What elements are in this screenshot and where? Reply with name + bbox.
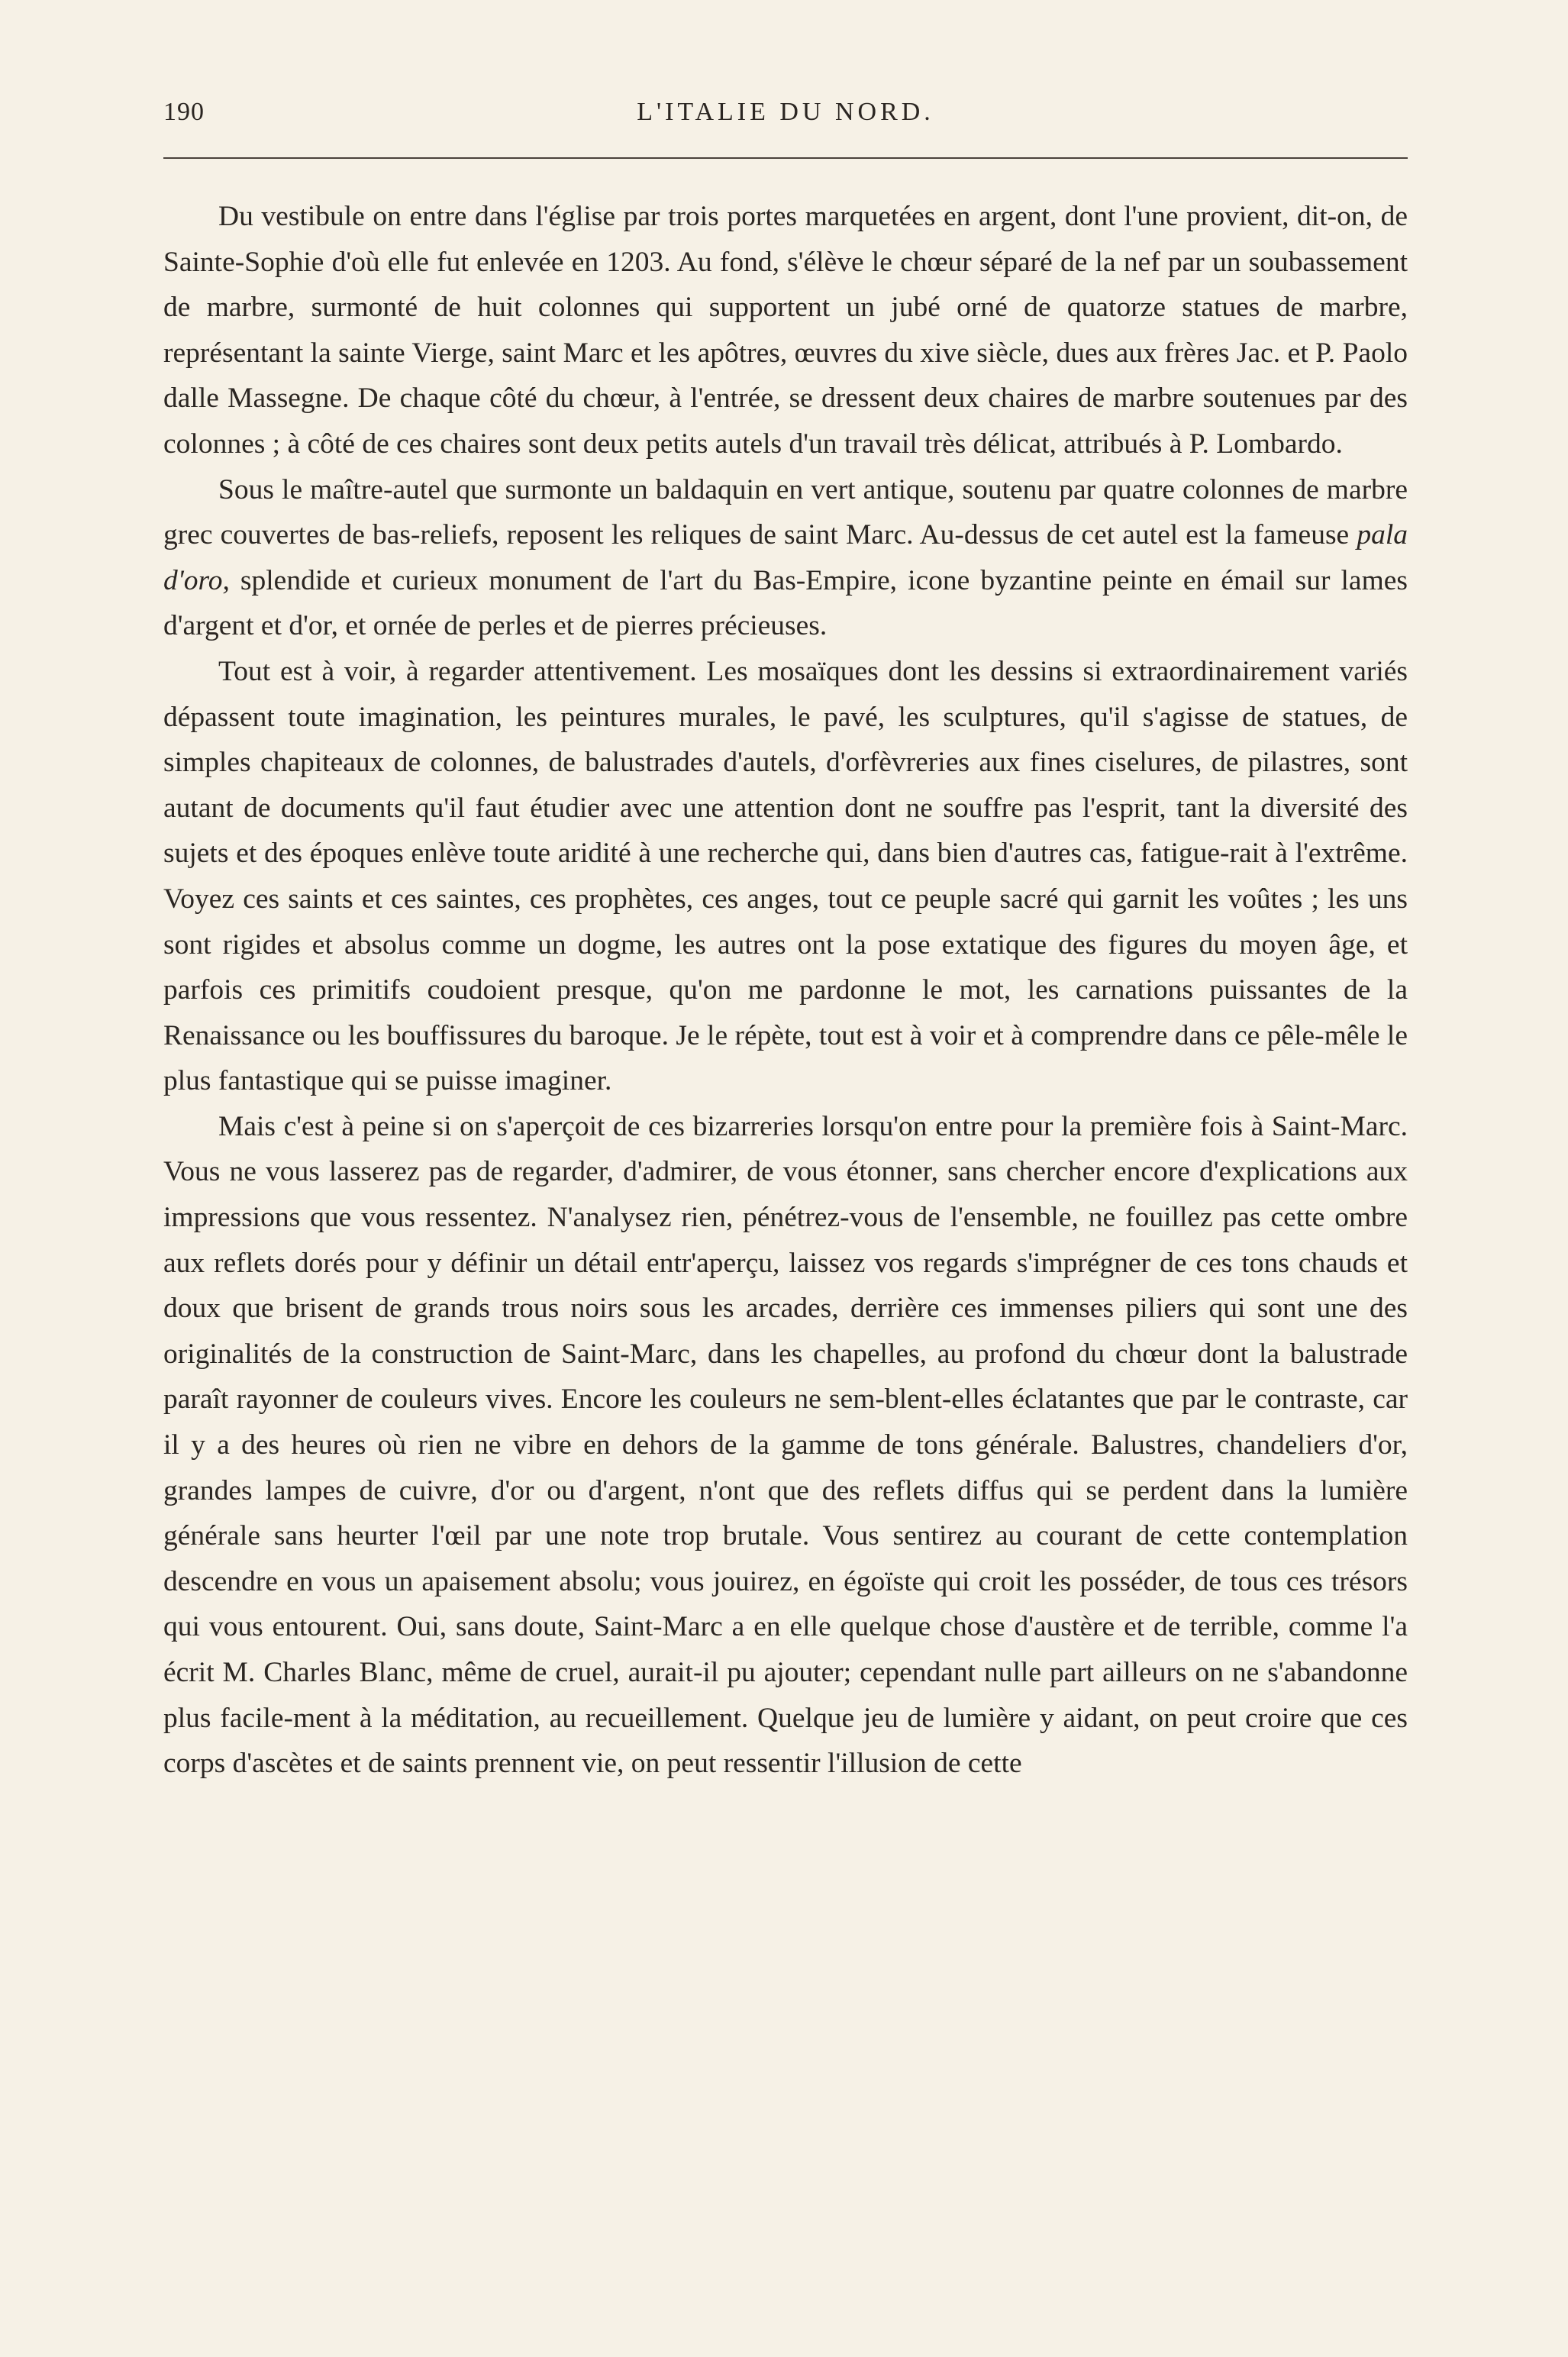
paragraph-2-text-before: Sous le maître-autel que surmonte un baldaquin en vert antique, soutenu par quatre colonnes de marbre grec couvertes de bas-reliefs, reposent les reliques de saint Marc. Au-dessus de cet autel est la fameuse	[163, 473, 1408, 551]
header-rule	[163, 157, 1408, 159]
running-title: L'ITALIE DU NORD.	[637, 98, 934, 126]
paragraph-2	[163, 467, 1408, 649]
body-text	[163, 194, 1408, 1787]
paragraph-4: Mais c'est à peine si on s'aperçoit de ces bizarreries lorsqu'on entre pour la première fois à Saint-Marc. Vous ne vous lasserez pas de regarder, d'admirer, de vous étonner, sans chercher encore d'explications aux impressions que vous ressentez. N'analysez rien, pénétrez-vous de l'ensemble, ne fouillez pas cette ombre aux reflets dorés pour y définir un détail entr'aperçu, laissez vos regards s'imprégner de ces tons chauds et doux que brisent de grands trous noirs sous les arcades, derrière ces immenses piliers qui sont une des originalités de la construction de Saint-Marc, dans les chapelles, au profond du chœur dont la balustrade paraît rayonner de couleurs vives. Encore les couleurs ne sem-blent-elles éclatantes que par le contraste, car il y a des heures où rien ne vibre en dehors de la gamme de tons générale. Balustres, chandeliers d'or, grandes lampes de cuivre, d'or ou d'argent, n'ont que des reflets diffus qui se perdent dans la lumière générale sans heurter l'œil par une note trop brutale. Vous sentirez au courant de cette contemplation descendre en vous un apaisement absolu; vous jouirez, en égoïste qui croit les posséder, de tous ces trésors qui vous entourent. Oui, sans doute, Saint-Marc a en elle quelque chose d'austère et de terrible, comme l'a écrit M. Charles Blanc, même de cruel, aurait-il pu ajouter; cependant nulle part ailleurs on ne s'abandonne plus facile-ment à la méditation, au recueillement. Quelque jeu de lumière y aidant, on peut croire que ces corps d'ascètes et de saints prennent vie, on peut ressentir l'illusion de cette	[163, 1110, 1408, 1780]
paragraph-1: Du vestibule on entre dans l'église par trois portes marquetées en argent, dont l'une provient, dit-on, de Sainte-Sophie d'où elle fut enlevée en 1203. Au fond, s'élève le chœur séparé de la nef par un soubassement de marbre, surmonté de huit colonnes qui supportent un jubé orné de quatorze statues de marbre, représentant la sainte Vierge, saint Marc et les apôtres, œuvres du xive siècle, dues aux frères Jac. et P. Paolo dalle Massegne. De chaque côté du chœur, à l'entrée, se dressent deux chaires de marbre soutenues par des colonnes ; à côté de ces chaires sont deux petits autels d'un travail très délicat, attribués à P. Lombardo.	[163, 201, 1408, 460]
paragraph-2-text-after: splendide et curieux monument de l'art du Bas-Empire, icone byzantine peinte en émail sur lames d'argent et d'or, et ornée de perles et de pierres précieuses.	[163, 564, 1408, 642]
page-number: 190	[163, 98, 205, 126]
paragraph-2-italic-title: pala d'oro,	[163, 519, 1408, 596]
running-head	[163, 98, 1408, 144]
paragraph-3: Tout est à voir, à regarder attentivement. Les mosaïques dont les dessins si extraordinairement variés dépassent toute imagination, les peintures murales, le pavé, les sculptures, qu'il s'agisse de statues, de simples chapiteaux de colonnes, de balustrades d'autels, d'orfèvreries aux fines ciselures, de pilastres, sont autant de documents qu'il faut étudier avec une attention dont ne souffre pas l'esprit, tant la diversité des sujets et des époques enlève toute aridité à une recherche qui, dans bien d'autres cas, fatigue-rait à l'extrême. Voyez ces saints et ces saintes, ces prophètes, ces anges, tout ce peuple sacré qui garnit les voûtes ; les uns sont rigides et absolus comme un dogme, les autres ont la pose extatique des figures du moyen âge, et parfois ces primitifs coudoient presque, qu'on me pardonne le mot, les carnations puissantes de la Renaissance ou les bouffissures du baroque. Je le répète, tout est à voir et à comprendre dans ce pêle-mêle le plus fantastique qui se puisse imaginer.	[163, 655, 1408, 1097]
